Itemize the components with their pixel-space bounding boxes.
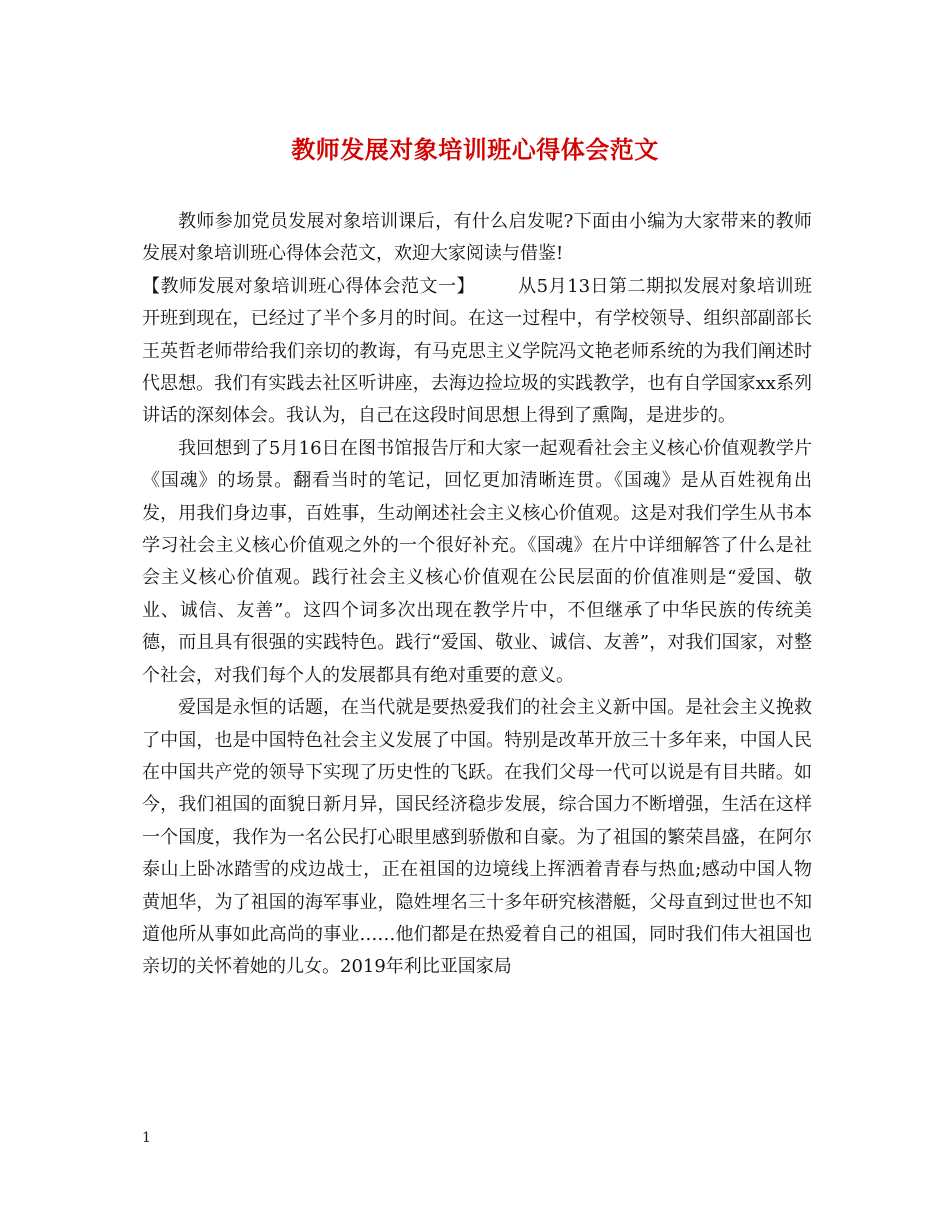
patriotism-paragraph: 爱国是永恒的话题，在当代就是要热爱我们的社会主义新中国。是社会主义挽救了中国，也是中国特色社会主义发展了中国。特别是改革开放三十多年来，中国人民在中国共产党的领导下实现了历史性的飞跃。在我们父母一代可以说是有目共睹。如今，我们祖国的面貌日新月异，国民经济稳步发展，综合国力不断增强，生活在这样一个国度，我作为一名公民打心眼里感到骄傲和自豪。为了祖国的繁荣昌盛，在阿尔泰山上卧冰踏雪的戍边战士，正在祖国的边境线上挥洒着青春与热血;感动中国人物黄旭华，为了祖国的海军事业，隐姓埋名三十多年研究核潜艇，父母直到过世也不知道他所从事如此高尚的事业……他们都是在热爱着自己的祖国，同时我们伟大祖国也亲切的关怀着她的儿女。2019年利比亚国家局 bbox=[142, 697, 812, 978]
guohun-paragraph: 我回想到了5月16日在图书馆报告厅和大家一起观看社会主义核心价值观教学片《国魂》的场景。翻看当时的笔记，回忆更加清晰连贯。《国魂》是从百姓视角出发，用我们身边事，百姓事，生动阐述社会主义核心价值观。这是对我们学生从书本学习社会主义核心价值观之外的一个很好补充。《国魂》在片中详细解答了什么是社会主义核心价值观。践行社会主义核心价值观在公民层面的价值准则是“爱国、敬业、诚信、友善”。这四个词多次出现在教学片中，不但继承了中华民族的传统美德，而且具有很强的实践特色。践行“爱国、敬业、诚信、友善”，对我们国家，对整个社会，对我们每个人的发展都具有绝对重要的意义。 bbox=[142, 437, 812, 686]
section-one-paragraph: 【教师发展对象培训班心得体会范文一】 从5月13日第二期拟发展对象培训班开班到现在，已经过了半个多月的时间。在这一过程中，有学校领导、组织部副部长王英哲老师带给我们亲切的教诲，有马克思主义学院冯文艳老师系统的为我们阐述时代思想。我们有实践去社区听讲座，去海边捡垃圾的实践教学，也有自学国家xx系列讲话的深刻体会。我认为，自己在这段时间思想上得到了熏陶，是进步的。 bbox=[142, 275, 812, 427]
page-number: 1 bbox=[142, 1130, 151, 1146]
intro-paragraph: 教师参加党员发展对象培训课后，有什么启发呢?下面由小编为大家带来的教师发展对象培训班心得体会范文，欢迎大家阅读与借鉴! bbox=[142, 211, 812, 265]
document-body bbox=[142, 206, 812, 984]
document-title: 教师发展对象培训班心得体会范文 bbox=[291, 135, 659, 164]
